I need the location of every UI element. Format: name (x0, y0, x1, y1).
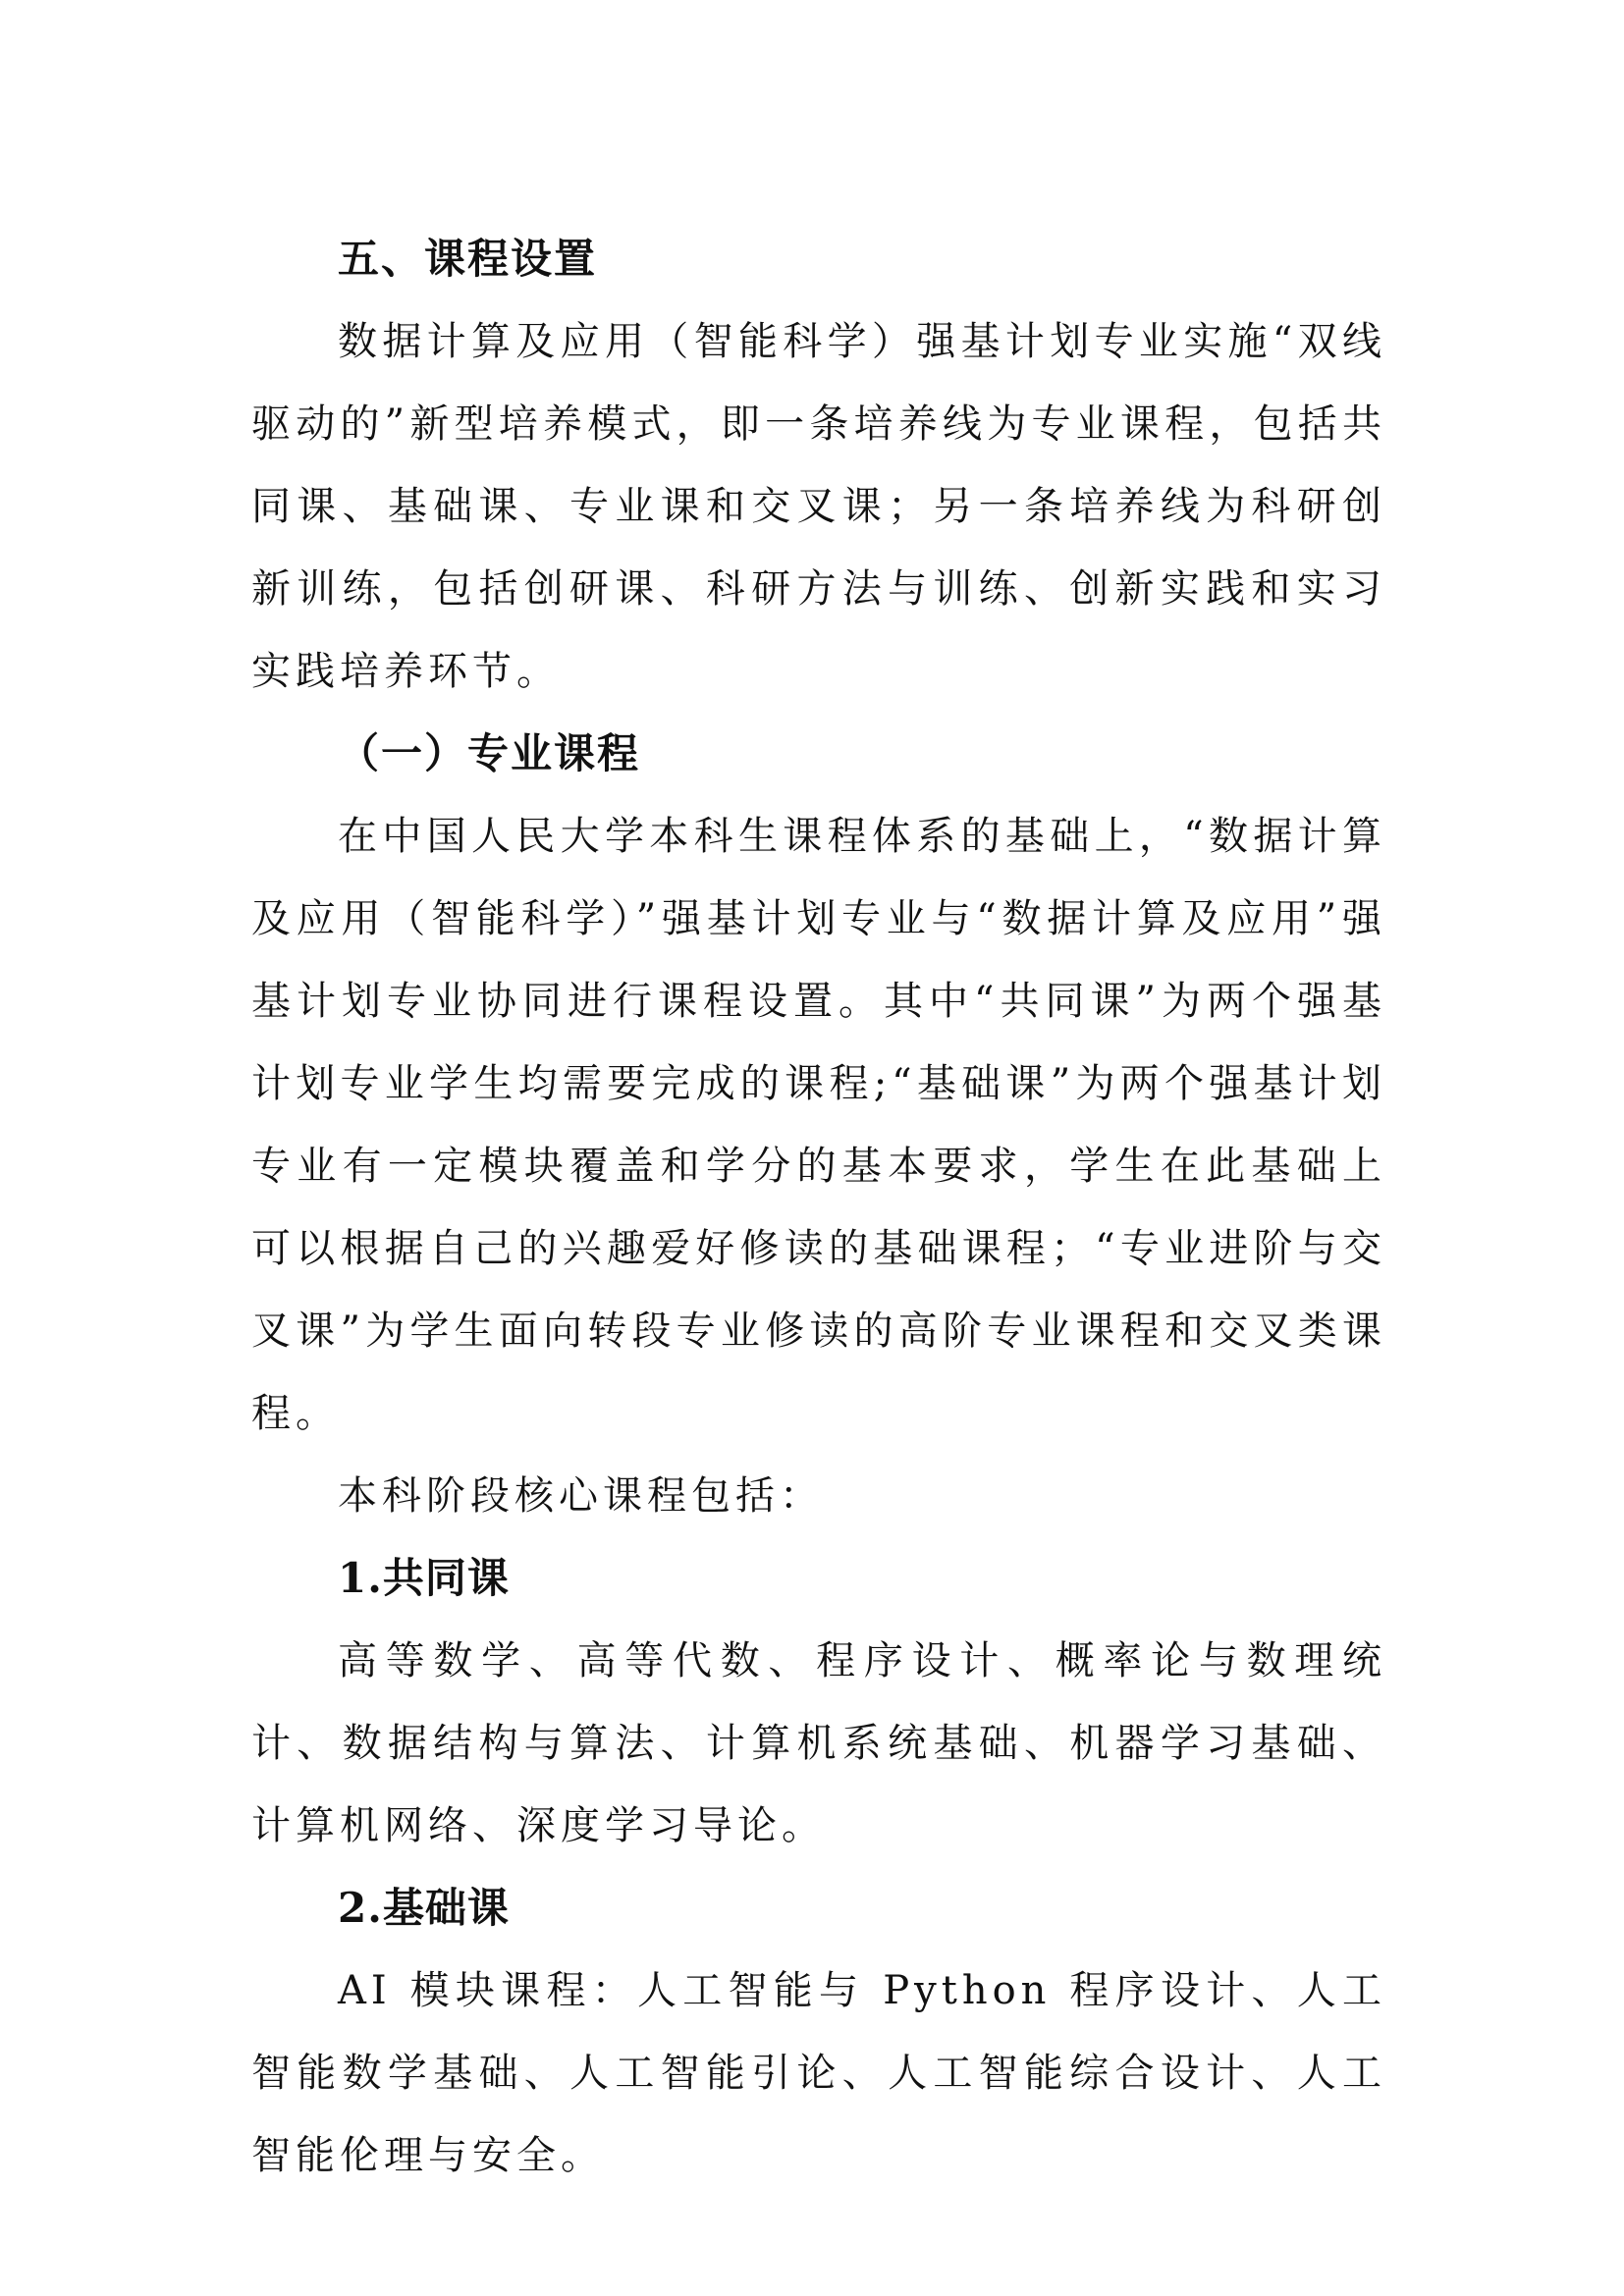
section-title: 五、课程设置 (338, 235, 598, 283)
common-courses-list: 高等数学、高等代数、程序设计、概率论与数理统计、数据结构与算法、计算机系统基础、机器学习基础、计算机网络、深度学习导论。 (251, 1638, 1386, 1848)
core-courses-intro: 本科阶段核心课程包括： (338, 1473, 824, 1519)
document-content (251, 218, 1386, 2197)
curriculum-system-paragraph: 在中国人民大学本科生课程体系的基础上，“数据计算及应用（智能科学）”强基计划专业与“数据计算及应用”强基计划专业协同进行课程设置。其中“共同课”为两个强基计划专业学生均需要完成的课程;“基础课”为两个强基计划专业有一定模块覆盖和学分的基本要求，学生在此基础上可以根据自己的兴趣爱好修读的基础课程；“专业进阶与交叉课”为学生面向转段专业修读的高阶专业课程和交叉类课程。 (251, 814, 1386, 1436)
subsection-title: （一）专业课程 (338, 729, 641, 777)
common-courses-title: 1.共同课 (338, 1554, 510, 1602)
section-intro-paragraph: 数据计算及应用（智能科学）强基计划专业实施“双线驱动的”新型培养模式，即一条培养线为专业课程，包括共同课、基础课、专业课和交叉课；另一条培养线为科研创新训练，包括创研课、科研方法与训练、创新实践和实习实践培养环节。 (251, 319, 1386, 694)
basic-courses-list: AI 模块课程：人工智能与 Python 程序设计、人工智能数学基础、人工智能引论、人工智能综合设计、人工智能伦理与安全。 (251, 1968, 1386, 2178)
basic-courses-title: 2.基础课 (338, 1884, 510, 1932)
